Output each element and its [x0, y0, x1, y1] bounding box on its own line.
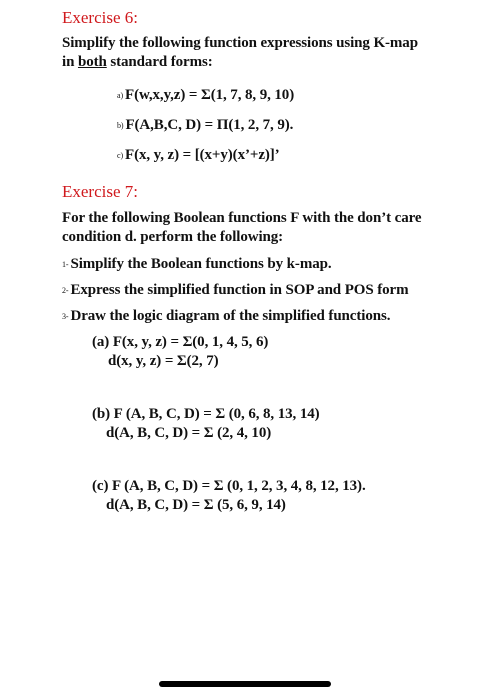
problem-c-dont-care: d(A, B, C, D) = Σ (5, 6, 9, 14)	[106, 497, 286, 513]
problem-a-function: (a) F(x, y, z) = Σ(0, 1, 4, 5, 6)	[92, 334, 269, 350]
exercise-6-item-b: b) F(A,B,C, D) = Π(1, 2, 7, 9).	[117, 117, 294, 133]
exercise-6-title: Exercise 6:	[62, 8, 138, 27]
exercise-7-title: Exercise 7:	[62, 182, 138, 201]
exercise-6-intro-line1: Simplify the following function expressions using K-map	[62, 35, 418, 51]
underlined-both: both	[77, 54, 107, 70]
exercise-7-intro-line2: condition d. perform the following:	[62, 229, 284, 245]
task-3: 3- Draw the logic diagram of the simplified functions.	[62, 308, 391, 324]
exercise-6-item-c: c) F(x, y, z) = [(x+y)(x’+z)]’	[117, 147, 280, 163]
home-indicator[interactable]	[159, 681, 331, 687]
problem-a-dont-care: d(x, y, z) = Σ(2, 7)	[108, 353, 219, 369]
item-marker: b)	[117, 121, 124, 130]
exercise-6-intro-line2: in both standard forms:	[62, 54, 213, 70]
item-marker: c)	[117, 151, 124, 160]
exercise-6-item-a: a) F(w,x,y,z) = Σ(1, 7, 8, 9, 10)	[117, 87, 295, 103]
task-marker: 1-	[62, 260, 69, 269]
exercise-7-intro-line1: For the following Boolean functions F with the don’t care	[62, 210, 422, 226]
task-1: 1- Simplify the Boolean functions by k-map.	[62, 256, 332, 272]
task-2: 2- Express the simplified function in SOP and POS form	[62, 282, 409, 298]
problem-b-dont-care: d(A, B, C, D) = Σ (2, 4, 10)	[106, 425, 272, 441]
problem-b-function: (b) F (A, B, C, D) = Σ (0, 6, 8, 13, 14)	[92, 406, 320, 422]
task-marker: 3-	[62, 312, 69, 321]
problem-c-function: (c) F (A, B, C, D) = Σ (0, 1, 2, 3, 4, 8, 12, 13).	[92, 478, 366, 494]
task-marker: 2-	[62, 286, 69, 295]
item-marker: a)	[117, 91, 124, 100]
